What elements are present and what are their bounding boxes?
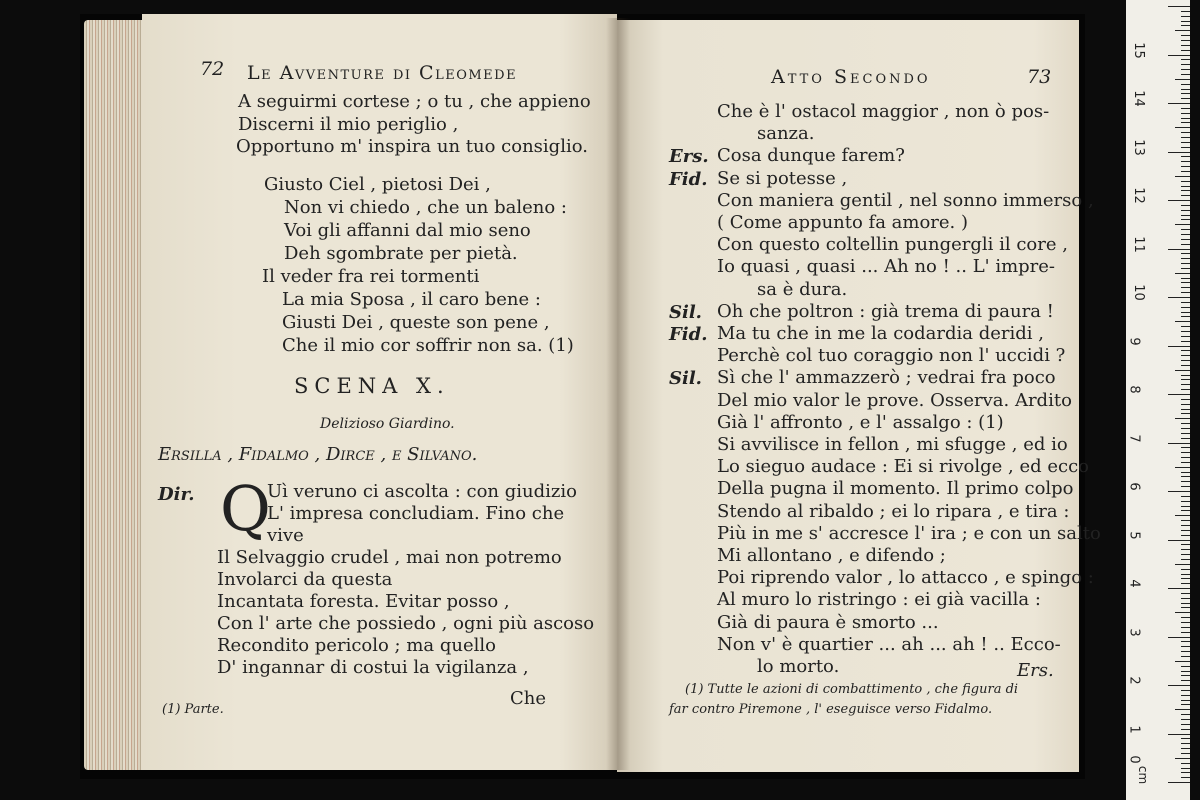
ruler-tick (1181, 438, 1190, 439)
ruler-tick (1181, 84, 1190, 85)
ruler-tick (1181, 559, 1190, 560)
ruler-tick (1181, 404, 1190, 405)
ruler-tick (1181, 666, 1190, 667)
ruler-tick (1181, 186, 1190, 187)
ruler-label: 0 (1126, 755, 1142, 764)
ruler-tick (1181, 147, 1190, 148)
ruler-tick (1181, 433, 1190, 434)
ruler-tick (1181, 307, 1190, 308)
ruler-tick (1181, 360, 1190, 361)
ruler-tick (1181, 253, 1190, 254)
ruler-tick (1181, 11, 1190, 12)
ruler-tick (1181, 244, 1190, 245)
ruler-tick (1181, 472, 1190, 473)
dialogue-line: Della pugna il momento. Il primo colpo (717, 478, 1074, 499)
ruler-label: 5 (1126, 531, 1142, 540)
left-running-head: Le Avventure di Cleomede (247, 62, 518, 84)
measuring-ruler (1126, 0, 1190, 800)
speaker-label: Sil. (669, 302, 702, 323)
dialogue-line: Già l' affronto , e l' assalgo : (1) (717, 412, 1004, 433)
ruler-tick (1181, 156, 1190, 157)
ruler-tick (1181, 646, 1190, 647)
dialogue-line: Cosa dunque farem? (717, 145, 905, 166)
ruler-tick (1181, 530, 1190, 531)
ruler-tick (1181, 423, 1190, 424)
ruler-tick (1181, 292, 1190, 293)
ruler-tick (1181, 593, 1190, 594)
ruler-tick (1181, 704, 1190, 705)
verse-line: La mia Sposa , il caro bene : (282, 289, 541, 310)
ruler-tick (1181, 326, 1190, 327)
speech-line: D' ingannar di costui la vigilanza , (217, 657, 529, 678)
scene-cast: Ersilla , Fidalmo , Dirce , e Silvano. (158, 444, 478, 465)
speech-line: L' impresa concludiam. Fino che (267, 503, 565, 524)
ruler-tick (1181, 763, 1190, 764)
ruler-tick (1181, 714, 1190, 715)
ruler-label: 10 (1130, 284, 1146, 301)
speech-line: Il Selvaggio crudel , mai non potremo (217, 547, 562, 568)
speech-line: Recondito pericolo ; ma quello (217, 635, 496, 656)
ruler-tick (1181, 263, 1190, 264)
ruler-tick (1181, 641, 1190, 642)
ruler-tick (1181, 113, 1190, 114)
dialogue-line: lo morto. (757, 656, 840, 677)
dialogue-line: Al muro lo ristringo : ei già vacilla : (717, 589, 1041, 610)
ruler-tick (1181, 690, 1190, 691)
ruler-tick (1181, 210, 1190, 211)
ruler-tick (1181, 341, 1190, 342)
ruler-tick (1168, 346, 1190, 347)
ruler-tick (1168, 734, 1190, 735)
ruler-tick (1181, 462, 1190, 463)
ruler-tick (1181, 302, 1190, 303)
ruler-tick (1175, 370, 1190, 371)
ruler-tick (1181, 409, 1190, 410)
ruler-tick (1175, 273, 1190, 274)
ruler-tick (1168, 55, 1190, 56)
ruler-unit: cm (1136, 765, 1151, 785)
ruler-tick (1175, 30, 1190, 31)
verse-line: Che il mio cor soffrir non sa. (1) (282, 335, 574, 356)
ruler-tick (1181, 379, 1190, 380)
ruler-tick (1181, 583, 1190, 584)
ruler-tick (1175, 515, 1190, 516)
ruler-tick (1181, 384, 1190, 385)
ruler-tick (1181, 118, 1190, 119)
ruler-label: 14 (1130, 90, 1146, 107)
verse-line: Non vi chiedo , che un baleno : (284, 197, 567, 218)
ruler-tick (1181, 205, 1190, 206)
ruler-tick (1181, 627, 1190, 628)
ruler-tick (1181, 399, 1190, 400)
ruler-tick (1168, 6, 1190, 7)
ruler-tick (1181, 74, 1190, 75)
ruler-tick (1175, 467, 1190, 468)
ruler-tick (1175, 79, 1190, 80)
ruler-tick (1168, 443, 1190, 444)
ruler-tick (1181, 447, 1190, 448)
ruler-tick (1181, 743, 1190, 744)
ruler-label: 13 (1130, 139, 1146, 156)
ruler-tick (1175, 224, 1190, 225)
ruler-tick (1181, 389, 1190, 390)
ruler-tick (1181, 607, 1190, 608)
drop-cap: Q (220, 472, 271, 545)
ruler-tick (1175, 564, 1190, 565)
ruler-tick (1181, 166, 1190, 167)
ruler-tick (1181, 190, 1190, 191)
speaker-label: Fid. (669, 324, 708, 345)
ruler-tick (1181, 336, 1190, 337)
ruler-tick (1168, 637, 1190, 638)
catchword: Che (510, 688, 547, 709)
ruler-tick (1181, 680, 1190, 681)
ruler-label: 8 (1126, 385, 1142, 394)
ruler-tick (1181, 617, 1190, 618)
ruler-tick (1181, 496, 1190, 497)
ruler-tick (1175, 176, 1190, 177)
ruler-tick (1181, 122, 1190, 123)
ruler-tick (1175, 758, 1190, 759)
page-edges (84, 20, 144, 770)
ruler-tick (1181, 219, 1190, 220)
ruler-tick (1181, 724, 1190, 725)
ruler-label: 7 (1126, 434, 1142, 443)
ruler-label: 2 (1126, 676, 1142, 685)
ruler-tick (1181, 603, 1190, 604)
footnote-line: far contro Piremone , l' eseguisce verso Fidalmo. (669, 702, 993, 717)
dialogue-line: Con questo coltellin pungergli il core , (717, 234, 1068, 255)
ruler-tick (1181, 21, 1190, 22)
ruler-tick (1181, 569, 1190, 570)
ruler-tick (1181, 535, 1190, 536)
gutter-shadow (606, 18, 630, 770)
left-page (142, 14, 617, 770)
ruler-tick (1175, 661, 1190, 662)
ruler-tick (1181, 142, 1190, 143)
dialogue-line: Sì che l' ammazzerò ; vedrai fra poco (717, 367, 1056, 388)
ruler-tick (1181, 161, 1190, 162)
verse-line: Voi gli affanni dal mio seno (284, 220, 531, 241)
ruler-label: 1 (1126, 725, 1142, 734)
ruler-tick (1181, 525, 1190, 526)
ruler-tick (1181, 700, 1190, 701)
left-page-number: 72 (200, 58, 225, 80)
speech-line: Con l' arte che possiedo , ogni più ascoso (217, 613, 595, 634)
ruler-tick (1168, 249, 1190, 250)
footnote: (1) Parte. (162, 702, 224, 717)
scene-title: SCENA X. (294, 374, 450, 398)
ruler-tick (1181, 486, 1190, 487)
ruler-tick (1181, 215, 1190, 216)
dialogue-line: Già di paura è smorto ... (717, 612, 939, 633)
ruler-tick (1181, 45, 1190, 46)
ruler-tick (1181, 59, 1190, 60)
ruler-tick (1181, 239, 1190, 240)
ruler-tick (1181, 365, 1190, 366)
ruler-tick (1181, 40, 1190, 41)
ruler-tick (1181, 132, 1190, 133)
ruler-tick (1168, 103, 1190, 104)
ruler-tick (1181, 578, 1190, 579)
verse-line: A seguirmi cortese ; o tu , che appieno (238, 91, 591, 112)
ruler-tick (1181, 428, 1190, 429)
ruler-tick (1181, 69, 1190, 70)
ruler-label: 15 (1130, 42, 1146, 59)
verse-line: Il veder fra rei tormenti (262, 266, 480, 287)
ruler-tick (1181, 544, 1190, 545)
ruler-tick (1181, 350, 1190, 351)
ruler-tick (1181, 181, 1190, 182)
ruler-tick (1181, 287, 1190, 288)
dialogue-line: Mi allontano , e difendo ; (717, 545, 946, 566)
ruler-tick (1175, 418, 1190, 419)
ruler-tick (1181, 234, 1190, 235)
speech-line: Incantata foresta. Evitar posso , (217, 591, 510, 612)
verse-line: Deh sgombrate per pietà. (284, 243, 518, 264)
ruler-tick (1175, 127, 1190, 128)
dialogue-line: Io quasi , quasi ... Ah no ! .. L' impre- (717, 256, 1056, 277)
ruler-tick (1181, 98, 1190, 99)
dialogue-line: Si avvilisce in fellon , mi sfugge , ed io (717, 434, 1068, 455)
ruler-tick (1181, 777, 1190, 778)
ruler-label: 6 (1126, 482, 1142, 491)
ruler-tick (1181, 622, 1190, 623)
ruler-tick (1181, 671, 1190, 672)
ruler-tick (1168, 152, 1190, 153)
ruler-tick (1181, 501, 1190, 502)
dialogue-line: ( Come appunto fa amore. ) (717, 212, 969, 233)
ruler-tick (1181, 16, 1190, 17)
ruler-tick (1168, 297, 1190, 298)
ruler-tick (1181, 748, 1190, 749)
ruler-tick (1181, 413, 1190, 414)
speech-line: vive (267, 525, 304, 546)
speech-line: Uì veruno ci ascolta : con giudizio (267, 481, 577, 502)
ruler-tick (1168, 491, 1190, 492)
ruler-tick (1181, 574, 1190, 575)
verse-line: Giusti Dei , queste son pene , (282, 312, 550, 333)
ruler-tick (1168, 540, 1190, 541)
right-running-head: Atto Secondo (771, 66, 931, 88)
ruler-tick (1181, 554, 1190, 555)
right-page (617, 20, 1101, 772)
ruler-tick (1181, 738, 1190, 739)
ruler-tick (1181, 675, 1190, 676)
footnote-line: (1) Tutte le azioni di combattimento , che figura di (685, 682, 1019, 697)
ruler-tick (1181, 457, 1190, 458)
ruler-label: 11 (1130, 236, 1146, 253)
ruler-label: 9 (1126, 337, 1142, 346)
ruler-tick (1181, 481, 1190, 482)
ruler-tick (1181, 278, 1190, 279)
ruler-tick (1168, 782, 1190, 783)
catchword: Ers. (1017, 660, 1054, 681)
ruler-tick (1181, 768, 1190, 769)
dialogue-line: Del mio valor le prove. Osserva. Ardito (717, 390, 1072, 411)
ruler-tick (1181, 229, 1190, 230)
ruler-tick (1181, 695, 1190, 696)
ruler-tick (1181, 656, 1190, 657)
ruler-tick (1181, 510, 1190, 511)
ruler-tick (1181, 719, 1190, 720)
ruler-tick (1181, 93, 1190, 94)
ruler-tick (1181, 195, 1190, 196)
scene-setting: Delizioso Giardino. (320, 416, 455, 432)
ruler-tick (1175, 612, 1190, 613)
ruler-tick (1181, 282, 1190, 283)
ruler-tick (1181, 476, 1190, 477)
ruler-tick (1181, 506, 1190, 507)
ruler-tick (1181, 25, 1190, 26)
ruler-tick (1181, 520, 1190, 521)
ruler-tick (1181, 137, 1190, 138)
ruler-tick (1181, 729, 1190, 730)
dialogue-line: Più in me s' accresce l' ira ; e con un salto (717, 523, 1101, 544)
ruler-tick (1181, 64, 1190, 65)
ruler-tick (1181, 108, 1190, 109)
ruler-tick (1175, 321, 1190, 322)
ruler-tick (1181, 258, 1190, 259)
ruler-tick (1181, 50, 1190, 51)
verse-line: Giusto Ciel , pietosi Dei , (264, 174, 491, 195)
dialogue-line: Stendo al ribaldo ; ei lo ripara , e tira : (717, 501, 1070, 522)
ruler-tick (1168, 200, 1190, 201)
ruler-tick (1181, 268, 1190, 269)
ruler-tick (1181, 651, 1190, 652)
ruler-tick (1181, 331, 1190, 332)
dialogue-line: Non v' è quartier ... ah ... ah ! .. Ecco- (717, 634, 1061, 655)
dialogue-line: Che è l' ostacol maggior , non ò pos- (717, 101, 1050, 122)
dialogue-line: sa è dura. (757, 279, 848, 300)
speech-line: Involarci da questa (217, 569, 393, 590)
ruler-tick (1168, 394, 1190, 395)
dialogue-line: Poi riprendo valor , lo attacco , e spingo : (717, 567, 1094, 588)
ruler-tick (1175, 709, 1190, 710)
ruler-tick (1181, 89, 1190, 90)
speaker-label: Fid. (669, 169, 708, 190)
ruler-tick (1181, 355, 1190, 356)
dialogue-line: sanza. (757, 123, 815, 144)
ruler-tick (1181, 35, 1190, 36)
ruler-label: 4 (1126, 579, 1142, 588)
ruler-tick (1181, 171, 1190, 172)
ruler-tick (1181, 632, 1190, 633)
ruler-tick (1181, 312, 1190, 313)
ruler-tick (1181, 753, 1190, 754)
ruler-label: 3 (1126, 628, 1142, 637)
ruler-tick (1168, 685, 1190, 686)
verse-line: Opportuno m' inspira un tuo consiglio. (236, 136, 588, 157)
speaker-label: Ers. (669, 146, 709, 167)
dialogue-line: Lo sieguo audace : Ei si rivolge , ed ecco (717, 456, 1089, 477)
ruler-label: 12 (1130, 187, 1146, 204)
ruler-tick (1181, 452, 1190, 453)
ruler-tick (1168, 588, 1190, 589)
speaker-label: Dir. (158, 484, 195, 505)
ruler-tick (1181, 375, 1190, 376)
right-page-number: 73 (1027, 66, 1052, 88)
ruler-tick (1181, 598, 1190, 599)
dialogue-line: Oh che poltron : già trema di paura ! (717, 301, 1054, 322)
verse-line: Discerni il mio periglio , (238, 114, 459, 135)
dialogue-line: Perchè col tuo coraggio non l' uccidi ? (717, 345, 1066, 366)
dialogue-line: Con maniera gentil , nel sonno immerso , (717, 190, 1094, 211)
ruler-tick (1181, 549, 1190, 550)
ruler-tick (1181, 316, 1190, 317)
speaker-label: Sil. (669, 368, 702, 389)
dialogue-line: Ma tu che in me la codardia deridi , (717, 323, 1044, 344)
dialogue-line: Se si potesse , (717, 168, 848, 189)
ruler-tick (1181, 772, 1190, 773)
